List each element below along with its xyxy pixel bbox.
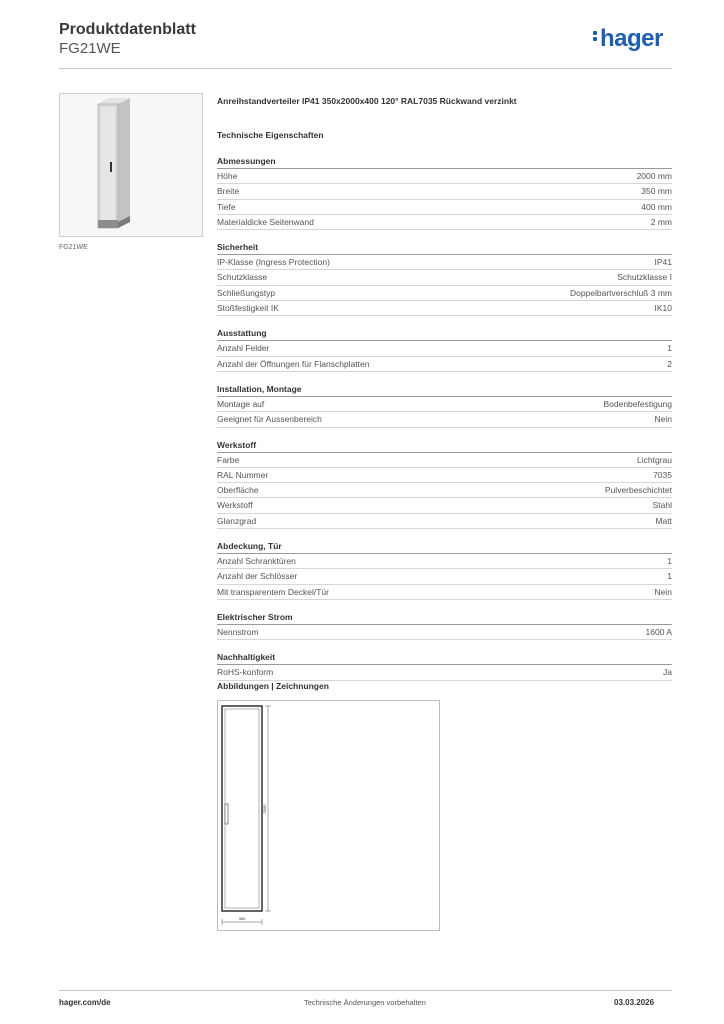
spec-label: Schließungstyp [217, 287, 276, 298]
section-heading: Installation, Montage [217, 383, 672, 397]
footer-divider [59, 990, 672, 991]
spec-value: 2 [667, 358, 672, 369]
section-heading: Abdeckung, Tür [217, 540, 672, 554]
spec-row [217, 215, 672, 230]
spec-label: Anzahl Felder [217, 343, 270, 354]
product-image [59, 93, 203, 237]
spec-value: Ja [663, 667, 672, 678]
spec-row [217, 169, 672, 184]
spec-row [217, 286, 672, 301]
spec-label: RoHS-konform [217, 667, 274, 678]
spec-section [217, 327, 672, 372]
section-heading: Nachhaltigkeit [217, 651, 672, 665]
spec-value: 1600 A [645, 626, 672, 637]
spec-value: 2 mm [650, 216, 672, 227]
technical-drawing [217, 700, 440, 931]
spec-row [217, 585, 672, 600]
spec-section [217, 241, 672, 316]
spec-row [217, 397, 672, 412]
hager-logo [593, 27, 663, 51]
spec-section [217, 383, 672, 428]
spec-row [217, 412, 672, 427]
cabinet-drawing [218, 701, 439, 930]
spec-label: Glanzgrad [217, 515, 257, 526]
spec-label: Oberfläche [217, 485, 259, 496]
tech-heading: Technische Eigenschaften [217, 130, 324, 140]
spec-row [217, 453, 672, 468]
spec-value: 400 mm [641, 201, 672, 212]
spec-label: Anzahl Schranktüren [217, 556, 296, 567]
spec-row [217, 514, 672, 529]
spec-label: Werkstoff [217, 500, 253, 511]
spec-label: IP-Klasse (Ingress Protection) [217, 257, 330, 268]
logo-text: hager [600, 25, 663, 52]
spec-row [217, 498, 672, 513]
spec-row [217, 569, 672, 584]
spec-value: IK10 [654, 303, 672, 314]
spec-label: Schutzklasse [217, 272, 268, 283]
spec-row [217, 255, 672, 270]
spec-section [217, 439, 672, 529]
spec-label: Mit transparentem Deckel/Tür [217, 586, 329, 597]
footer-date: 03.03.2026 [614, 998, 655, 1007]
spec-value: 350 mm [641, 186, 672, 197]
spec-label: Höhe [217, 171, 238, 181]
product-description: Anreihstandverteiler IP41 350x2000x400 120° RAL7035 Rückwand verzinkt [217, 96, 517, 106]
spec-value: 1 [667, 571, 672, 582]
logo-dots-icon [593, 29, 598, 43]
spec-value: Stahl [652, 500, 672, 511]
spec-label: Breite [217, 186, 240, 197]
section-heading: Ausstattung [217, 327, 672, 341]
spec-row [217, 184, 672, 199]
spec-value: 2000 mm [636, 171, 672, 181]
spec-label: Anzahl der Öffnungen für Flanschplatten [217, 358, 370, 369]
spec-section [217, 651, 672, 680]
spec-value: Nein [654, 586, 672, 597]
spec-value: Nein [654, 414, 672, 425]
spec-label: Geeignet für Aussenbereich [217, 414, 322, 425]
spec-sections [217, 155, 672, 681]
spec-row [217, 554, 672, 569]
footer-note: Technische Änderungen vorbehalten [304, 998, 426, 1007]
cabinet-photo [60, 94, 202, 236]
header-divider [59, 68, 672, 69]
page-title: Produktdatenblatt [59, 21, 196, 38]
spec-section [217, 540, 672, 600]
section-heading: Abmessungen [217, 155, 672, 169]
spec-value: 1 [667, 343, 672, 354]
drawings-heading: Abbildungen | Zeichnungen [217, 681, 329, 691]
spec-value: Lichtgrau [637, 454, 672, 465]
article-number: FG21WE [59, 40, 121, 57]
spec-label: Nennstrom [217, 626, 259, 637]
spec-row [217, 625, 672, 640]
spec-label: Anzahl der Schlösser [217, 571, 298, 582]
spec-row [217, 200, 672, 215]
spec-section [217, 155, 672, 230]
spec-value: Pulverbeschichtet [604, 485, 672, 496]
spec-label: Tiefe [217, 201, 236, 212]
footer-website[interactable]: hager.com/de [59, 998, 111, 1007]
product-details [217, 96, 672, 681]
spec-label: Stoßfestigkeit IK [217, 303, 279, 314]
spec-value: Schutzklasse I [617, 272, 672, 283]
spec-label: RAL Nummer [217, 469, 269, 480]
spec-value: Doppelbartverschluß 3 mm [569, 287, 672, 298]
spec-row [217, 468, 672, 483]
spec-row [217, 341, 672, 356]
section-heading: Elektrischer Strom [217, 611, 672, 625]
spec-row [217, 665, 672, 680]
spec-label: Farbe [217, 454, 240, 465]
dim-height: 2000 [262, 804, 267, 814]
image-caption: FG21WE [59, 244, 88, 251]
spec-row [217, 270, 672, 285]
spec-value: IP41 [654, 257, 672, 268]
spec-row [217, 483, 672, 498]
spec-row [217, 357, 672, 372]
section-heading: Werkstoff [217, 439, 672, 453]
spec-value: 1 [667, 556, 672, 567]
spec-label: Materialdicke Seitenwand [217, 216, 314, 227]
spec-value: Bodenbefestigung [603, 398, 672, 409]
spec-label: Montage auf [217, 398, 265, 409]
dim-width: 350 [238, 916, 246, 921]
spec-value: Matt [655, 515, 672, 526]
spec-row [217, 301, 672, 316]
spec-value: 7035 [653, 469, 672, 480]
spec-section [217, 611, 672, 640]
section-heading: Sicherheit [217, 241, 672, 255]
